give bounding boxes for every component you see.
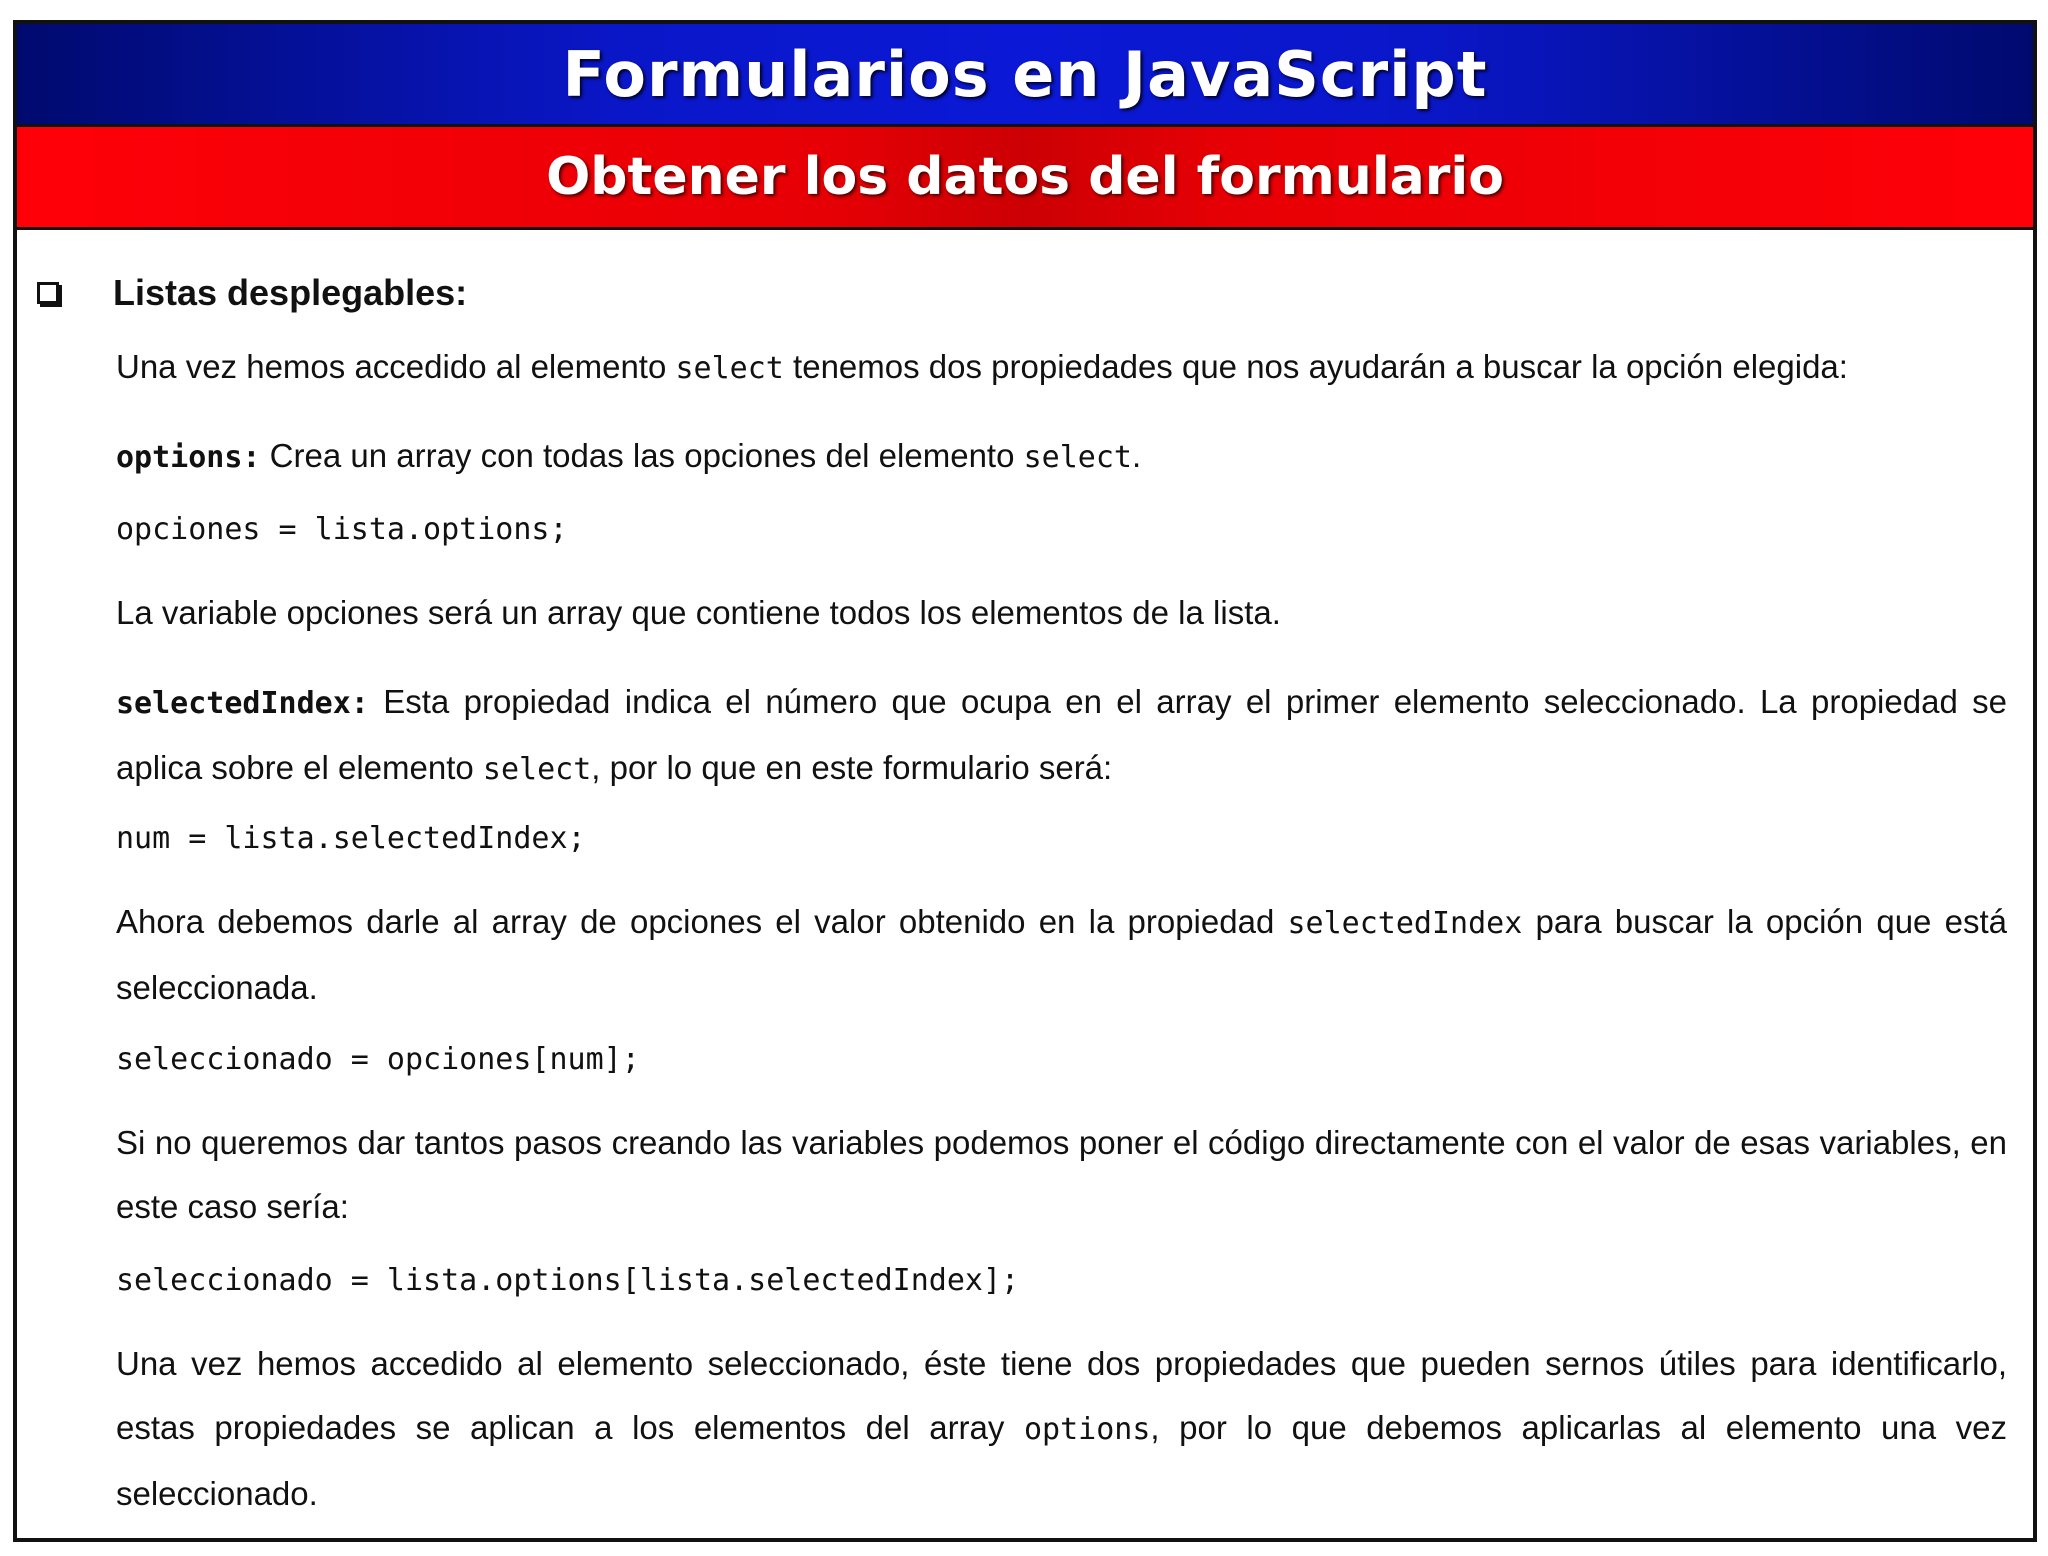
title-banner (17, 24, 2033, 127)
inline-code-bold: selectedIndex: (116, 686, 369, 721)
paragraph-si-no: Si no queremos dar tantos pasos creando las variables podemos poner el código directamente con el valor de esas variables, en este caso sería: (116, 1124, 2007, 1225)
paragraph-intro (116, 335, 2007, 401)
inline-code-bold: options: (116, 440, 261, 475)
text-span: , por lo que debemos aplicarlas al elemento una vez seleccionado. (116, 1409, 2008, 1512)
code-line-seleccionado-directo: seleccionado = lista.options[lista.selectedIndex]; (116, 1263, 1020, 1298)
inline-code: selectedIndex (1287, 906, 1523, 941)
subtitle-banner (17, 127, 2033, 230)
paragraph-una-vez (116, 1332, 2007, 1526)
slide-frame (13, 20, 2037, 1542)
inline-code: select (482, 752, 592, 787)
paragraph-selectedindex (116, 670, 2007, 802)
text-span: Una vez hemos accedido al elemento seleccionado, éste tiene dos propiedades que pueden sernos útiles para identificarlo, estas propiedades se aplican a los elementos del array (116, 1345, 2007, 1446)
text-span: Crea un array con todas las opciones del elemento (260, 437, 1024, 474)
text-span: Una vez hemos accedido al elemento (116, 348, 676, 385)
section-heading-row (37, 272, 467, 314)
text-span: Ahora debemos darle al array de opciones el valor obtenido en la propiedad (116, 903, 1288, 940)
code-line-opciones: opciones = lista.options; (116, 512, 568, 547)
text-span: para buscar la opción que está seleccionada. (116, 903, 2007, 1006)
text-span: . (1131, 437, 1142, 474)
text-span: Esta propiedad indica el número que ocupa en el array el primer elemento seleccionado. La propiedad se aplica sobre el elemento (116, 683, 2007, 786)
page-title: Formularios en JavaScript (562, 37, 1488, 111)
paragraph-options (116, 424, 2007, 490)
inline-code: select (675, 351, 784, 386)
text-span: , por lo que en este formulario será: (591, 749, 1113, 786)
checkbox-bullet-icon (37, 282, 59, 304)
code-line-seleccionado: seleccionado = opciones[num]; (116, 1042, 640, 1077)
paragraph-ahora (116, 890, 2007, 1020)
content-area (17, 230, 2033, 1538)
code-line-num: num = lista.selectedIndex; (116, 821, 586, 856)
paragraph-variable: La variable opciones será un array que contiene todos los elementos de la lista. (116, 594, 1281, 631)
section-heading: Listas desplegables: (113, 272, 468, 313)
inline-code: select (1023, 440, 1132, 475)
page-subtitle: Obtener los datos del formulario (546, 147, 1504, 207)
inline-code: options (1023, 1412, 1151, 1447)
text-span: tenemos dos propiedades que nos ayudarán a buscar la opción elegida: (783, 348, 1848, 385)
